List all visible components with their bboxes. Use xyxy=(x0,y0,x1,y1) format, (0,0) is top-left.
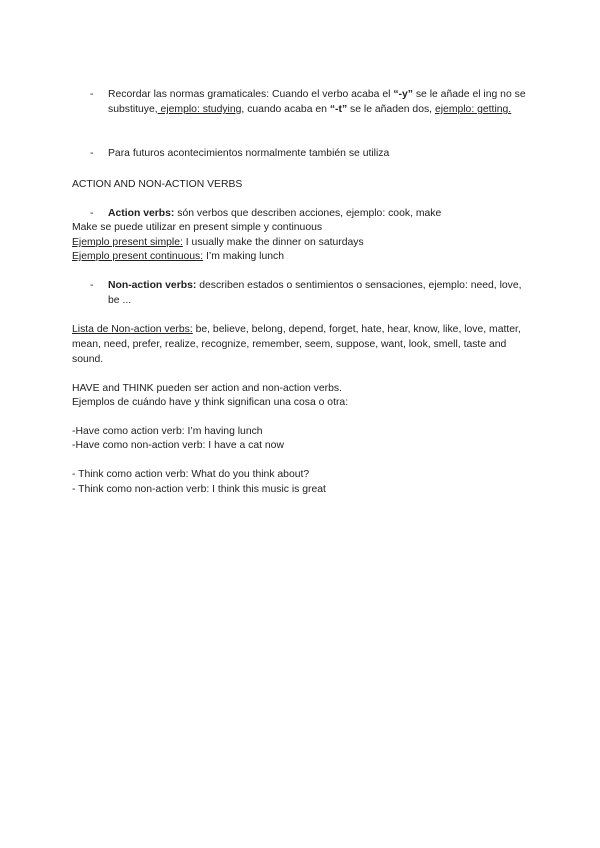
bullet-dash: - xyxy=(90,148,94,159)
action-verbs-definition xyxy=(108,206,528,221)
bullet-dash: - xyxy=(90,280,94,291)
future-note: Para futuros acontecimientos normalmente también se utiliza xyxy=(108,148,390,159)
have-think-intro: HAVE and THINK pueden ser action and non-action verbs. xyxy=(72,383,342,394)
think-action-example: - Think como action verb: What do you think about? xyxy=(72,469,310,480)
non-action-list xyxy=(72,322,532,367)
grammar-rule-mid2: , cuando acaba en xyxy=(241,104,330,115)
present-simple-example xyxy=(72,235,532,250)
action-verbs-term: Action verbs: xyxy=(108,208,175,219)
non-action-verbs-definition xyxy=(108,278,528,308)
present-continuous-label: Ejemplo present continuous: xyxy=(72,251,204,262)
y-letter: “-y” xyxy=(393,89,413,100)
action-verbs-text: són verbos que describen acciones, ejemplo: cook, make xyxy=(174,208,442,219)
grammar-rule-paragraph xyxy=(108,87,528,117)
non-action-verbs-text: describen estados o sentimientos o sensaciones, ejemplo: need, love, be ... xyxy=(108,280,522,306)
make-usage: Make se puede utilizar en present simple y continuous xyxy=(72,222,323,233)
present-simple-label: Ejemplo present simple: xyxy=(72,237,183,248)
t-letter: “-t” xyxy=(329,104,348,115)
grammar-rule-intro: Recordar las normas gramaticales: Cuando el verbo acaba el xyxy=(108,89,394,100)
have-non-action-example: -Have como non-action verb: I have a cat now xyxy=(72,440,284,451)
non-action-list-label: Lista de Non-action verbs: xyxy=(72,324,193,335)
grammar-rule-mid3: se le añaden dos, xyxy=(347,104,435,115)
example-getting: ejemplo: getting. xyxy=(434,104,512,115)
non-action-verbs-term: Non-action verbs: xyxy=(108,280,197,291)
present-simple-text: I usually make the dinner on saturdays xyxy=(182,237,364,248)
think-non-action-example: - Think como non-action verb: I think this music is great xyxy=(72,484,326,495)
present-continuous-example xyxy=(72,249,532,264)
non-action-list-text: be, believe, belong, depend, forget, hate, hear, know, like, love, matter, mean, need, prefer, realize, recognize, remember, seem, suppose, want, look, smell, taste and sound. xyxy=(72,324,521,365)
bullet-dash: - xyxy=(90,208,94,219)
present-continuous-text: I’m making lunch xyxy=(203,251,284,262)
example-studying: ejemplo: studying xyxy=(157,104,242,115)
have-action-example: -Have como action verb: I’m having lunch xyxy=(72,426,263,437)
have-think-subtitle: Ejemplos de cuándo have y think significan una cosa o otra: xyxy=(72,397,349,408)
grammar-rule-mid1: se le añade el ing no se substituye, xyxy=(108,89,526,115)
bullet-dash: - xyxy=(90,89,94,100)
section-title: ACTION AND NON-ACTION VERBS xyxy=(72,179,243,190)
